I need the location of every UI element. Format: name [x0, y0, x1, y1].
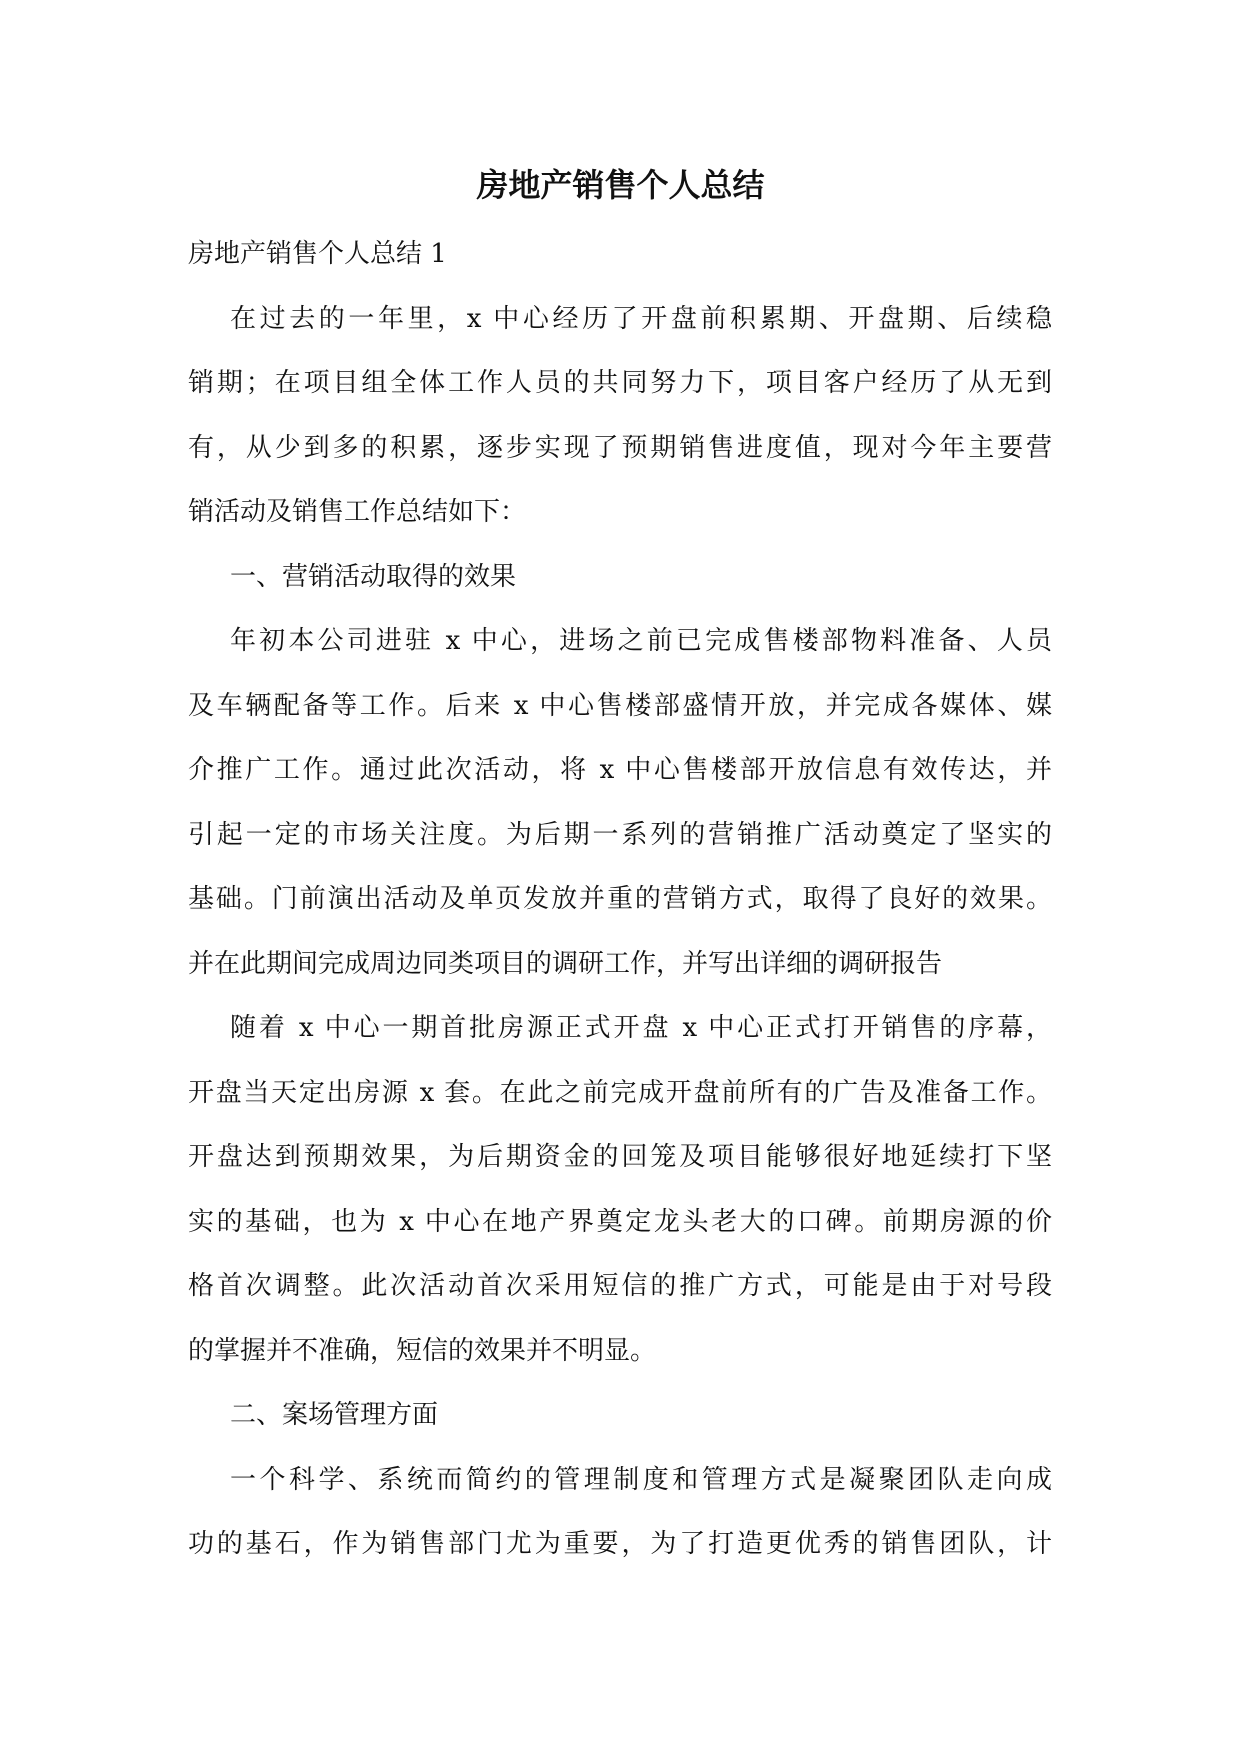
text-line: 一、营销活动取得的效果 — [230, 561, 517, 592]
text-line: 基础。门前演出活动及单页发放并重的营销方式，取得了良好的效果。 — [188, 884, 1052, 914]
text-line: 年初本公司进驻 x 中心，进场之前已完成售楼部物料准备、人员 — [230, 626, 1052, 656]
text-line: 销期；在项目组全体工作人员的共同努力下，项目客户经历了从无到 — [188, 368, 1052, 398]
text-line: 并在此期间完成周边同类项目的调研工作，并写出详细的调研报告 — [188, 948, 943, 979]
text-line: 功的基石，作为销售部门尤为重要，为了打造更优秀的销售团队，计 — [188, 1529, 1052, 1559]
text-line: 开盘当天定出房源 x 套。在此之前完成开盘前所有的广告及准备工作。 — [188, 1077, 1052, 1108]
text-line: 在过去的一年里，x 中心经历了开盘前积累期、开盘期、后续稳 — [230, 303, 1052, 334]
document-body — [188, 222, 1052, 1577]
text-line: 格首次调整。此次活动首次采用短信的推广方式，可能是由于对号段 — [188, 1271, 1052, 1301]
text-line: 房地产销售个人总结 1 — [188, 239, 447, 269]
text-line: 一个科学、系统而简约的管理制度和管理方式是凝聚团队走向成 — [230, 1464, 1052, 1495]
text-line: 有，从少到多的积累，逐步实现了预期销售进度值，现对今年主要营 — [188, 432, 1052, 463]
text-line: 的掌握并不准确，短信的效果并不明显。 — [188, 1335, 657, 1366]
text-line: 开盘达到预期效果，为后期资金的回笼及项目能够很好地延续打下坚 — [188, 1142, 1052, 1172]
text-line: 销活动及销售工作总结如下： — [188, 497, 527, 527]
text-line: 及车辆配备等工作。后来 x 中心售楼部盛情开放，并完成各媒体、媒 — [188, 690, 1052, 721]
text-line: 实的基础，也为 x 中心在地产界奠定龙头老大的口碑。前期房源的价 — [188, 1206, 1052, 1237]
text-line: 介推广工作。通过此次活动，将 x 中心售楼部开放信息有效传达，并 — [188, 755, 1052, 785]
document-title: 房地产销售个人总结 — [476, 166, 765, 204]
text-line: 引起一定的市场关注度。为后期一系列的营销推广活动奠定了坚实的 — [188, 819, 1052, 850]
text-line: 随着 x 中心一期首批房源正式开盘 x 中心正式打开销售的序幕， — [230, 1013, 1052, 1043]
text-line: 二、案场管理方面 — [230, 1400, 439, 1430]
